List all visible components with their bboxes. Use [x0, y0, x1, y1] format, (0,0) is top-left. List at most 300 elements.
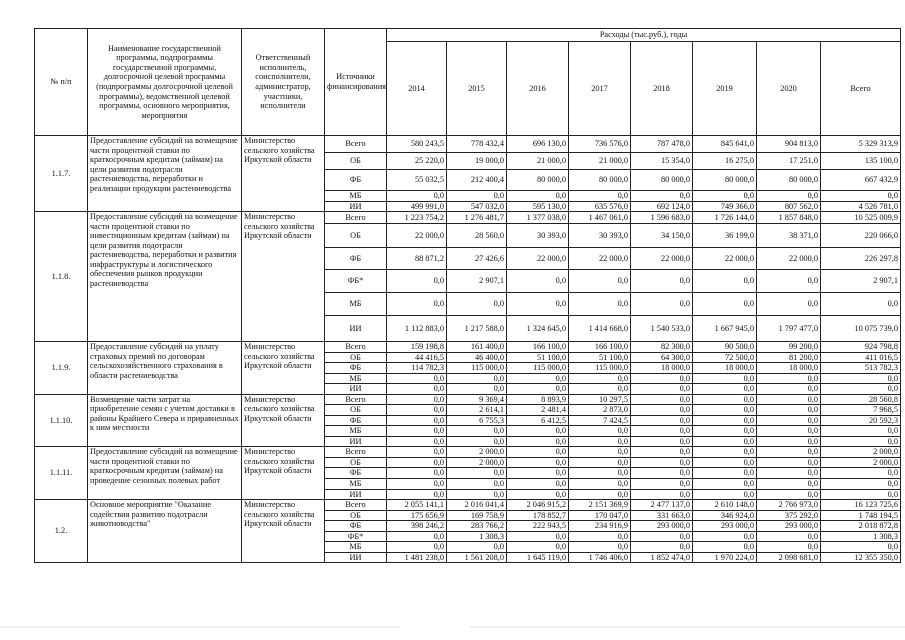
year-value: 0,0: [569, 457, 631, 468]
year-value: 22 000,0: [693, 248, 757, 270]
header-year: 2017: [569, 42, 631, 136]
total-value: 0,0: [821, 191, 901, 202]
year-value: 1 112 883,0: [387, 316, 447, 342]
year-value: 0,0: [631, 405, 693, 416]
year-value: 0,0: [757, 457, 821, 468]
total-value: 0,0: [821, 426, 901, 437]
year-value: 36 199,0: [693, 224, 757, 248]
year-value: 0,0: [693, 468, 757, 479]
total-value: 0,0: [821, 478, 901, 489]
year-value: 178 852,7: [507, 510, 569, 521]
year-value: 80 000,0: [757, 170, 821, 191]
measure-name: Возмещение части затрат на приобретение семян с учетом доставки в районы Крайнего Севера и приравненных к ним местности: [88, 394, 242, 447]
measure-name: Предоставление субсидий на уплату страховых премий по договорам сельскохозяйственного страхования в области растениеводства: [88, 342, 242, 395]
year-value: 38 371,0: [757, 224, 821, 248]
year-value: 787 478,0: [631, 136, 693, 153]
year-value: 0,0: [631, 447, 693, 458]
year-value: 0,0: [693, 478, 757, 489]
year-value: 10 297,5: [569, 394, 631, 405]
year-value: 6 412,5: [507, 415, 569, 426]
year-value: 0,0: [507, 531, 569, 542]
year-value: 21 000,0: [507, 153, 569, 170]
total-value: 0,0: [821, 468, 901, 479]
year-value: 1 308,3: [447, 531, 507, 542]
year-value: 0,0: [447, 426, 507, 437]
year-value: 904 813,0: [757, 136, 821, 153]
year-value: 0,0: [387, 426, 447, 437]
funding-source: МБ: [325, 293, 387, 316]
year-value: 0,0: [387, 293, 447, 316]
year-value: 0,0: [631, 478, 693, 489]
year-value: 0,0: [757, 542, 821, 553]
year-value: 0,0: [447, 478, 507, 489]
table-row: [35, 342, 901, 353]
funding-source: ОБ: [325, 457, 387, 468]
year-value: 0,0: [507, 436, 569, 447]
year-value: 0,0: [631, 373, 693, 384]
year-value: 0,0: [387, 394, 447, 405]
year-value: 0,0: [757, 373, 821, 384]
year-value: 595 130,0: [507, 201, 569, 212]
funding-source: ОБ: [325, 224, 387, 248]
year-value: 22 000,0: [507, 248, 569, 270]
year-value: 115 000,0: [507, 363, 569, 374]
year-value: 0,0: [693, 542, 757, 553]
total-value: 924 798,8: [821, 342, 901, 353]
header-responsible: Ответственный исполнитель, соисполнители, администратор, участники, исполнители: [242, 29, 325, 136]
year-value: 375 292,0: [757, 510, 821, 521]
year-value: 0,0: [693, 457, 757, 468]
year-value: 1 414 668,0: [569, 316, 631, 342]
year-value: 0,0: [387, 468, 447, 479]
year-value: 293 000,0: [631, 521, 693, 532]
year-value: 0,0: [447, 542, 507, 553]
year-value: 80 000,0: [569, 170, 631, 191]
year-value: 2 055 141,1: [387, 500, 447, 511]
table-row: [35, 394, 901, 405]
year-value: 0,0: [757, 426, 821, 437]
year-value: 0,0: [507, 270, 569, 293]
total-value: 7 968,5: [821, 405, 901, 416]
measure-name: Предоставление субсидий на возмещение части процентной ставки по краткосрочным кредитам (займам) на проведение сезонных полевых работ: [88, 447, 242, 500]
year-value: 1 596 683,0: [631, 212, 693, 224]
year-value: 90 500,0: [693, 342, 757, 353]
year-value: 0,0: [631, 293, 693, 316]
year-value: 30 393,0: [569, 224, 631, 248]
year-value: 222 943,5: [507, 521, 569, 532]
funding-source: МБ: [325, 191, 387, 202]
year-value: 0,0: [569, 447, 631, 458]
year-value: 19 000,0: [447, 153, 507, 170]
year-value: 0,0: [569, 373, 631, 384]
total-value: 28 560,8: [821, 394, 901, 405]
year-value: 580 243,5: [387, 136, 447, 153]
year-value: 0,0: [757, 489, 821, 500]
year-value: 0,0: [631, 468, 693, 479]
year-value: 1 852 474,0: [631, 552, 693, 563]
total-value: 10 075 739,0: [821, 316, 901, 342]
total-value: 2 000,0: [821, 447, 901, 458]
header-expenses: Расходы (тыс.руб.), годы: [387, 29, 901, 42]
year-value: 778 432,4: [447, 136, 507, 153]
year-value: 0,0: [387, 478, 447, 489]
year-value: 0,0: [693, 531, 757, 542]
year-value: 0,0: [693, 384, 757, 395]
year-value: 44 416,5: [387, 352, 447, 363]
year-value: 0,0: [693, 405, 757, 416]
funding-source: МБ: [325, 426, 387, 437]
year-value: 0,0: [507, 489, 569, 500]
year-value: 0,0: [693, 426, 757, 437]
year-value: 1 857 848,0: [757, 212, 821, 224]
total-value: 226 297,8: [821, 248, 901, 270]
year-value: 0,0: [387, 531, 447, 542]
total-value: 0,0: [821, 373, 901, 384]
table-body: [35, 136, 901, 563]
year-value: 0,0: [693, 415, 757, 426]
year-value: 331 663,0: [631, 510, 693, 521]
table-row: [35, 447, 901, 458]
year-value: 0,0: [569, 489, 631, 500]
year-value: 18 000,0: [757, 363, 821, 374]
year-value: 0,0: [387, 191, 447, 202]
row-number: 1.1.7.: [35, 136, 88, 212]
year-value: 0,0: [507, 478, 569, 489]
total-value: 2 000,0: [821, 457, 901, 468]
year-value: 0,0: [757, 384, 821, 395]
year-value: 80 000,0: [507, 170, 569, 191]
year-value: 51 100,0: [569, 352, 631, 363]
funding-source: ИИ: [325, 316, 387, 342]
year-value: 7 424,5: [569, 415, 631, 426]
year-value: 1 746 406,0: [569, 552, 631, 563]
year-value: 1 223 754,2: [387, 212, 447, 224]
year-value: 1 324 645,0: [507, 316, 569, 342]
year-value: 0,0: [757, 447, 821, 458]
funding-source: ФБ*: [325, 531, 387, 542]
year-value: 0,0: [447, 489, 507, 500]
year-value: 0,0: [387, 542, 447, 553]
year-value: 46 400,0: [447, 352, 507, 363]
scan-edge-marks: [0, 615, 905, 635]
year-value: 0,0: [569, 426, 631, 437]
responsible-executor: Министерство сельского хозяйства Иркутской области: [242, 447, 325, 500]
year-value: 28 560,0: [447, 224, 507, 248]
year-value: 0,0: [631, 436, 693, 447]
table-row: [35, 136, 901, 153]
row-number: 1.2.: [35, 500, 88, 563]
year-value: 749 366,0: [693, 201, 757, 212]
year-value: 0,0: [507, 542, 569, 553]
budget-table: [34, 28, 901, 563]
year-value: 15 354,0: [631, 153, 693, 170]
header-year: 2015: [447, 42, 507, 136]
year-value: 0,0: [569, 384, 631, 395]
year-value: 30 393,0: [507, 224, 569, 248]
year-value: 81 200,0: [757, 352, 821, 363]
row-number: 1.1.11.: [35, 447, 88, 500]
total-value: 0,0: [821, 542, 901, 553]
year-value: 0,0: [631, 415, 693, 426]
year-value: 0,0: [693, 489, 757, 500]
funding-source: ФБ: [325, 170, 387, 191]
funding-source: ФБ: [325, 248, 387, 270]
responsible-executor: Министерство сельского хозяйства Иркутской области: [242, 342, 325, 395]
year-value: 0,0: [569, 478, 631, 489]
year-value: 1 481 238,0: [387, 552, 447, 563]
year-value: 283 766,2: [447, 521, 507, 532]
year-value: 0,0: [757, 191, 821, 202]
funding-source: ОБ: [325, 352, 387, 363]
year-value: 1 797 477,0: [757, 316, 821, 342]
total-value: 135 100,0: [821, 153, 901, 170]
year-value: 1 276 481,7: [447, 212, 507, 224]
year-value: 0,0: [447, 468, 507, 479]
year-value: 398 246,2: [387, 521, 447, 532]
header-row-top: [35, 29, 901, 42]
year-value: 2 766 973,0: [757, 500, 821, 511]
year-value: 1 561 208,0: [447, 552, 507, 563]
total-value: 5 329 313,9: [821, 136, 901, 153]
year-value: 8 893,9: [507, 394, 569, 405]
year-value: 212 400,4: [447, 170, 507, 191]
year-value: 22 000,0: [757, 248, 821, 270]
year-value: 9 369,4: [447, 394, 507, 405]
year-value: 0,0: [507, 447, 569, 458]
year-value: 0,0: [631, 426, 693, 437]
year-value: 0,0: [387, 405, 447, 416]
year-value: 159 198,8: [387, 342, 447, 353]
funding-source: ФБ: [325, 363, 387, 374]
year-value: 25 220,0: [387, 153, 447, 170]
year-value: 696 130,0: [507, 136, 569, 153]
year-value: 0,0: [631, 542, 693, 553]
funding-source: ОБ: [325, 405, 387, 416]
year-value: 2 481,4: [507, 405, 569, 416]
year-value: 169 758,9: [447, 510, 507, 521]
header-total: Всего: [821, 42, 901, 136]
year-value: 22 000,0: [387, 224, 447, 248]
total-value: 513 782,3: [821, 363, 901, 374]
year-value: 55 032,5: [387, 170, 447, 191]
total-value: 1 308,3: [821, 531, 901, 542]
year-value: 0,0: [447, 436, 507, 447]
year-value: 0,0: [757, 468, 821, 479]
table-row: [35, 500, 901, 511]
year-value: 0,0: [387, 457, 447, 468]
total-value: 411 016,5: [821, 352, 901, 363]
year-value: 0,0: [447, 384, 507, 395]
year-value: 2 016 041,4: [447, 500, 507, 511]
funding-source: ИИ: [325, 201, 387, 212]
year-value: 736 576,0: [569, 136, 631, 153]
year-value: 547 032,0: [447, 201, 507, 212]
year-value: 0,0: [631, 531, 693, 542]
header-program-name: Наименование государственной программы, подпрограммы государственной программы, долгосрочной целевой программы (подпрограммы долгосрочной целевой программы), ведомственной целевой программы, основного мероприятия, мероприятия: [88, 29, 242, 136]
year-value: 17 251,0: [757, 153, 821, 170]
year-value: 0,0: [387, 373, 447, 384]
year-value: 2 873,0: [569, 405, 631, 416]
year-value: 635 576,0: [569, 201, 631, 212]
funding-source: МБ: [325, 373, 387, 384]
year-value: 845 641,0: [693, 136, 757, 153]
year-value: 2 046 915,2: [507, 500, 569, 511]
total-value: 0,0: [821, 384, 901, 395]
year-value: 293 000,0: [757, 521, 821, 532]
total-value: 1 748 194,5: [821, 510, 901, 521]
year-value: 0,0: [507, 384, 569, 395]
year-value: 34 150,0: [631, 224, 693, 248]
measure-name: Предоставление субсидий на возмещение части процентной ставки по инвестиционным кредитам (займам) на цели развития подотрасли растениеводства, переработки и развития инфраструктуры и логистического обеспечения рынков продукции растениеводства: [88, 212, 242, 342]
year-value: 1 667 945,0: [693, 316, 757, 342]
year-value: 80 000,0: [631, 170, 693, 191]
year-value: 0,0: [757, 270, 821, 293]
year-value: 1 540 533,0: [631, 316, 693, 342]
year-value: 0,0: [507, 468, 569, 479]
funding-source: ОБ: [325, 153, 387, 170]
year-value: 88 871,2: [387, 248, 447, 270]
funding-source: ИИ: [325, 436, 387, 447]
year-value: 1 970 224,0: [693, 552, 757, 563]
total-value: 4 526 781,0: [821, 201, 901, 212]
total-value: 667 432,9: [821, 170, 901, 191]
responsible-executor: Министерство сельского хозяйства Иркутской области: [242, 212, 325, 342]
header-funding-source: Источники финансирования: [325, 29, 387, 136]
year-value: 0,0: [507, 457, 569, 468]
year-value: 2 477 137,0: [631, 500, 693, 511]
funding-source: ФБ*: [325, 270, 387, 293]
year-value: 18 000,0: [631, 363, 693, 374]
year-value: 2 614,1: [447, 405, 507, 416]
year-value: 161 400,0: [447, 342, 507, 353]
funding-source: ФБ: [325, 468, 387, 479]
year-value: 234 916,9: [569, 521, 631, 532]
year-value: 0,0: [569, 468, 631, 479]
funding-source: МБ: [325, 542, 387, 553]
year-value: 99 200,0: [757, 342, 821, 353]
year-value: 0,0: [757, 293, 821, 316]
year-value: 0,0: [569, 191, 631, 202]
funding-source: ОБ: [325, 510, 387, 521]
funding-source: ИИ: [325, 552, 387, 563]
year-value: 166 100,0: [507, 342, 569, 353]
year-value: 114 782,3: [387, 363, 447, 374]
total-value: 2 018 872,8: [821, 521, 901, 532]
table-row: [35, 212, 901, 224]
row-number: 1.1.8.: [35, 212, 88, 342]
funding-source: Всего: [325, 447, 387, 458]
year-value: 166 100,0: [569, 342, 631, 353]
document-page: [34, 28, 899, 563]
year-value: 6 755,3: [447, 415, 507, 426]
year-value: 22 000,0: [569, 248, 631, 270]
funding-source: ИИ: [325, 489, 387, 500]
year-value: 0,0: [387, 447, 447, 458]
year-value: 0,0: [569, 531, 631, 542]
year-value: 0,0: [693, 373, 757, 384]
year-value: 2 151 369,9: [569, 500, 631, 511]
year-value: 2 907,1: [447, 270, 507, 293]
funding-source: ФБ: [325, 521, 387, 532]
header-year: 2014: [387, 42, 447, 136]
year-value: 0,0: [569, 293, 631, 316]
funding-source: Всего: [325, 342, 387, 353]
year-value: 82 300,0: [631, 342, 693, 353]
total-value: 2 907,1: [821, 270, 901, 293]
year-value: 2 000,0: [447, 457, 507, 468]
year-value: 0,0: [757, 478, 821, 489]
header-year: 2018: [631, 42, 693, 136]
year-value: 0,0: [693, 270, 757, 293]
total-value: 12 355 350,0: [821, 552, 901, 563]
header-year: 2019: [693, 42, 757, 136]
year-value: 0,0: [693, 394, 757, 405]
year-value: 170 047,0: [569, 510, 631, 521]
total-value: 220 066,0: [821, 224, 901, 248]
year-value: 1 726 144,0: [693, 212, 757, 224]
year-value: 0,0: [387, 270, 447, 293]
year-value: 692 124,0: [631, 201, 693, 212]
year-value: 27 426,6: [447, 248, 507, 270]
year-value: 175 656,9: [387, 510, 447, 521]
total-value: 20 592,3: [821, 415, 901, 426]
year-value: 0,0: [447, 373, 507, 384]
year-value: 293 000,0: [693, 521, 757, 532]
year-value: 0,0: [693, 436, 757, 447]
header-number: № п/п: [35, 29, 88, 136]
year-value: 115 000,0: [447, 363, 507, 374]
funding-source: Всего: [325, 500, 387, 511]
year-value: 0,0: [569, 542, 631, 553]
year-value: 72 500,0: [693, 352, 757, 363]
year-value: 0,0: [507, 191, 569, 202]
funding-source: ФБ: [325, 415, 387, 426]
year-value: 2 610 148,0: [693, 500, 757, 511]
funding-source: МБ: [325, 478, 387, 489]
year-value: 22 000,0: [631, 248, 693, 270]
total-value: 10 525 009,9: [821, 212, 901, 224]
year-value: 1 217 588,0: [447, 316, 507, 342]
year-value: 21 000,0: [569, 153, 631, 170]
year-value: 0,0: [757, 394, 821, 405]
year-value: 0,0: [631, 457, 693, 468]
year-value: 0,0: [387, 384, 447, 395]
year-value: 0,0: [507, 293, 569, 316]
year-value: 0,0: [693, 293, 757, 316]
year-value: 64 300,0: [631, 352, 693, 363]
year-value: 499 991,0: [387, 201, 447, 212]
row-number: 1.1.10.: [35, 394, 88, 447]
year-value: 51 100,0: [507, 352, 569, 363]
year-value: 0,0: [387, 415, 447, 426]
year-value: 0,0: [569, 270, 631, 293]
year-value: 0,0: [631, 384, 693, 395]
responsible-executor: Министерство сельского хозяйства Иркутской области: [242, 394, 325, 447]
year-value: 0,0: [447, 293, 507, 316]
year-value: 346 924,0: [693, 510, 757, 521]
total-value: 16 123 725,6: [821, 500, 901, 511]
year-value: 2 000,0: [447, 447, 507, 458]
measure-name: Основное мероприятие "Оказание содействия развитию подотрасли животноводства": [88, 500, 242, 563]
total-value: 0,0: [821, 436, 901, 447]
header-year: 2016: [507, 42, 569, 136]
year-value: 0,0: [693, 191, 757, 202]
year-value: 80 000,0: [693, 170, 757, 191]
year-value: 115 000,0: [569, 363, 631, 374]
year-value: 0,0: [693, 447, 757, 458]
year-value: 18 000,0: [693, 363, 757, 374]
responsible-executor: Министерство сельского хозяйства Иркутской области: [242, 500, 325, 563]
